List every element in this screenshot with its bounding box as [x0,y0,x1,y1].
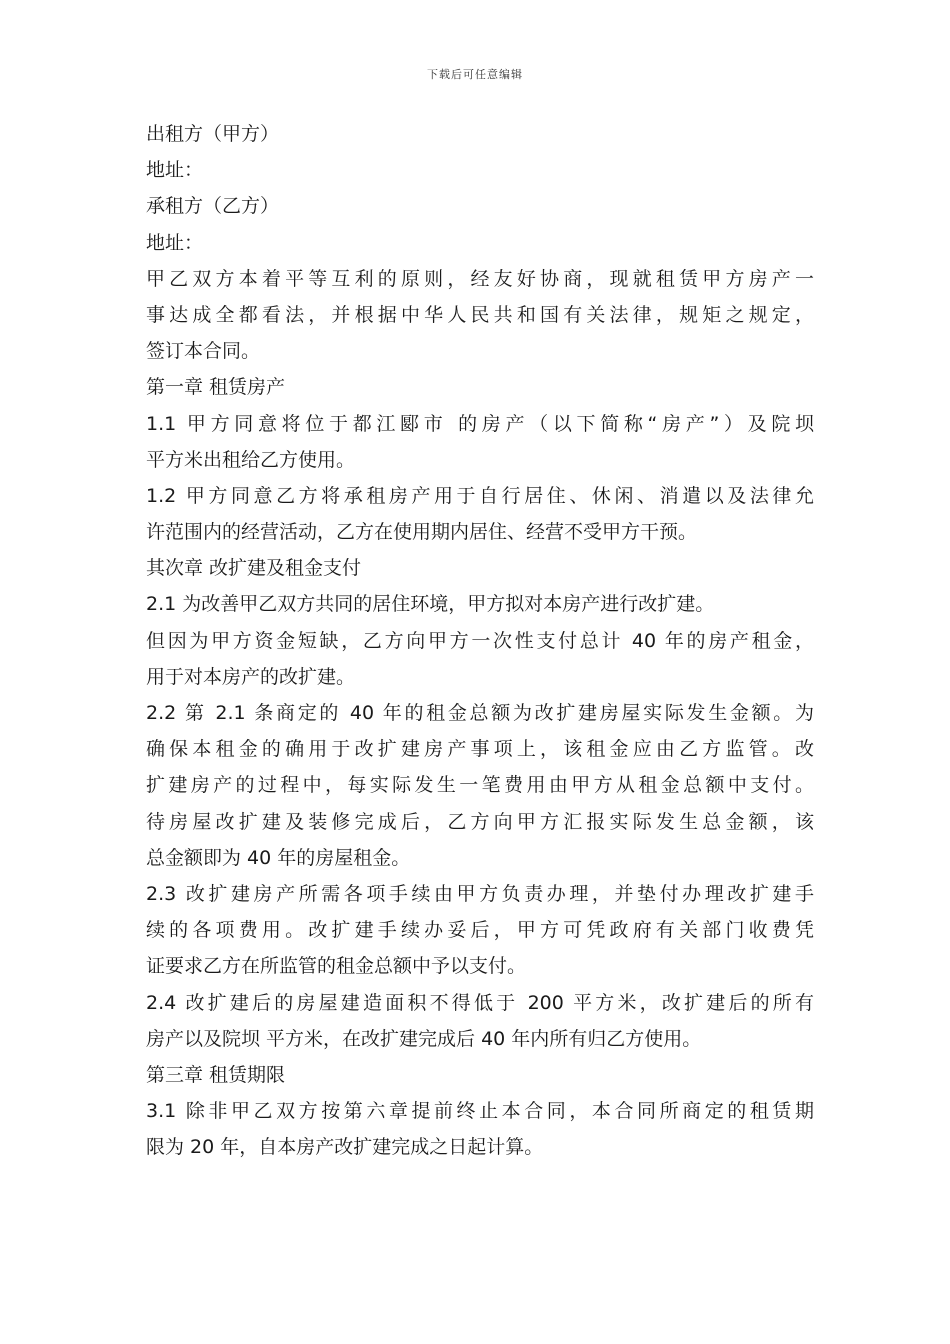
document-line: 第三章 租赁期限 [146,1063,286,1086]
document-line: 其次章 改扩建及租金支付 [146,557,362,580]
document-line: 总金额即为 40 年的房屋租金。 [146,846,411,869]
document-line: 第一章 租赁房产 [146,376,286,399]
document-line: 房产以及院坝 平方米，在改扩建完成后 40 年内所有归乙方使用。 [146,1027,702,1050]
document-line: 待房屋改扩建及装修完成后，乙方向甲方汇报实际发生总金额，该 [146,810,814,833]
document-line: 地址： [146,159,204,182]
document-line: 许范围内的经营活动，乙方在使用期内居住、经营不受甲方干预。 [146,521,698,544]
document-line: 1.1 甲方同意将位于都江郾市 的房产（以下简称“房产”）及院坝 [146,412,814,435]
document-line: 甲乙双方本着平等互利的原则，经友好协商，现就租赁甲方房产一 [146,267,814,290]
page-header-note: 下载后可任意编辑 [427,68,523,81]
document-line: 3.1 除非甲乙双方按第六章提前终止本合同，本合同所商定的租赁期 [146,1100,814,1123]
document-line: 限为 20 年，自本房产改扩建完成之日起计算。 [146,1136,544,1159]
document-line: 扩建房产的过程中，每实际发生一笔费用由甲方从租金总额中支付。 [146,774,814,797]
document-line: 续的各项费用。改扩建手续办妥后，甲方可凭政府有关部门收费凭 [146,919,814,942]
document-line: 承租方（乙方） [146,195,280,218]
document-body [146,116,814,1165]
document-line: 地址： [146,231,204,254]
document-line: 但因为甲方资金短缺，乙方向甲方一次性支付总计 40 年的房产租金， [146,629,814,652]
document-line: 用于对本房产的改扩建。 [146,665,356,688]
document-line: 2.2 第 2.1 条商定的 40 年的租金总额为改扩建房屋实际发生金额。为 [146,702,814,724]
document-line: 事达成全都看法，并根据中华人民共和国有关法律，规矩之规定， [146,303,814,326]
document-line: 1.2 甲方同意乙方将承租房产用于自行居住、休闲、消遣以及法律允 [146,484,814,507]
document-line: 确保本租金的确用于改扩建房产事项上，该租金应由乙方监管。改 [146,738,814,761]
document-line: 平方米出租给乙方使用。 [146,448,356,471]
document-line: 2.1 为改善甲乙双方共同的居住环境，甲方拟对本房产进行改扩建。 [146,593,715,616]
document-line: 2.4 改扩建后的房屋建造面积不得低于 200 平方米，改扩建后的所有 [146,991,814,1014]
document-line: 证要求乙方在所监管的租金总额中予以支付。 [146,955,527,978]
document-line: 签订本合同。 [146,340,261,363]
document-line: 2.3 改扩建房产所需各项手续由甲方负责办理，并垫付办理改扩建手 [146,882,814,905]
document-line: 出租方（甲方） [146,123,280,145]
